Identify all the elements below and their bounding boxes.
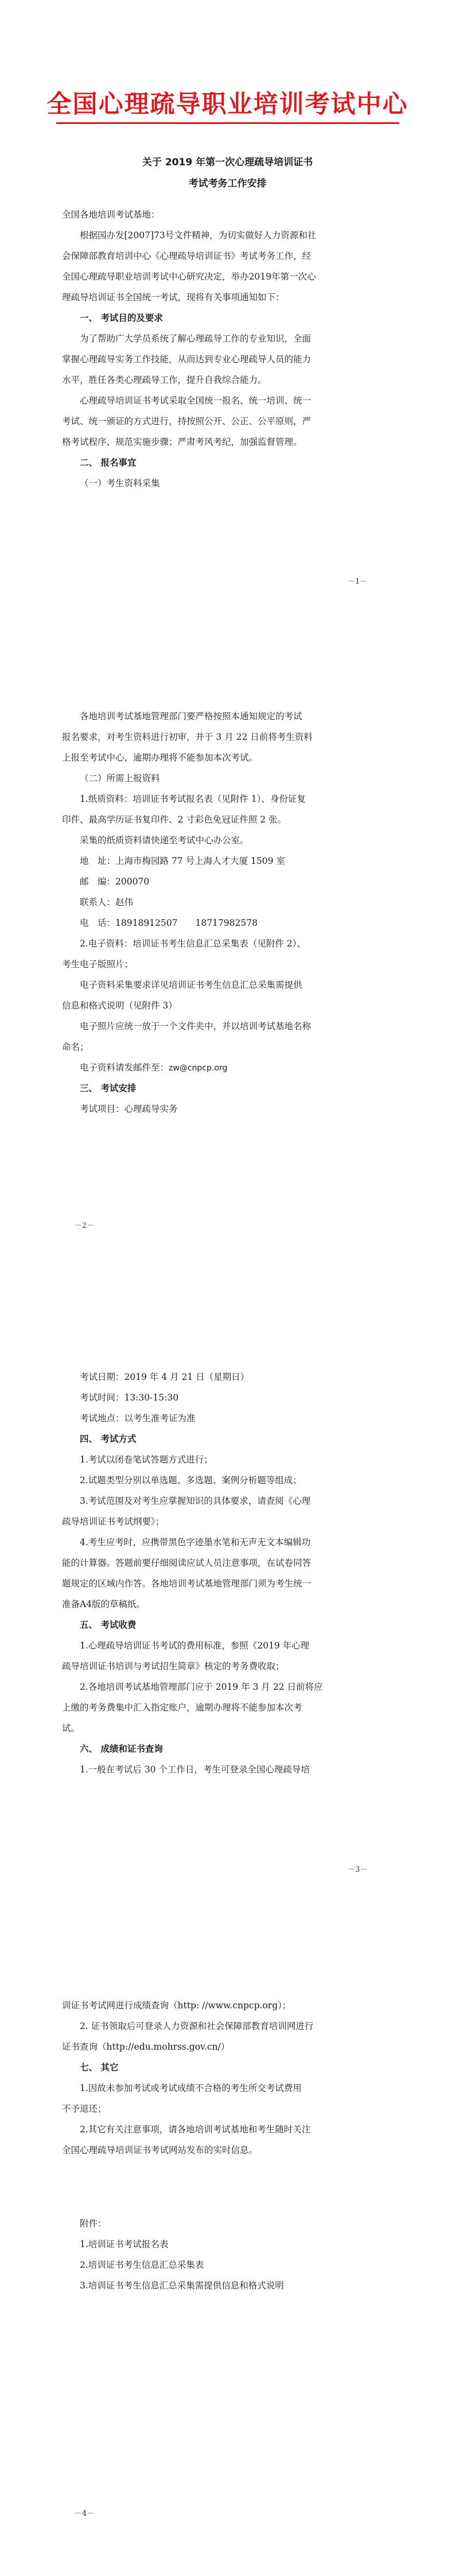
address-row — [62, 855, 393, 867]
email-link[interactable]: zw@cnpcp.org — [169, 1064, 228, 1073]
salutation: 全国各地培训考试基地： — [62, 210, 160, 220]
paragraph-line: 报名要求，对考生资料进行初审，并于 3 月 22 日前将考生资料 — [62, 732, 313, 742]
list-item-line: 2. 证书领取后可登录人力资源和社会保障部教育培训网进行 — [80, 2021, 314, 2031]
list-item-line: 证书查询（http://edu.mohrss.gov.cn/） — [62, 2042, 230, 2052]
list-item-line: 电子照片应统一放于一个文件夹中，并以培训考试基地名称 — [80, 1021, 312, 1031]
list-item-line: 印件、最高学历证书复印件、2 寸彩色免冠证件照 2 张。 — [62, 814, 287, 825]
attachments-label: 附件： — [80, 2218, 107, 2229]
list-item-line: 不予退还； — [62, 2104, 107, 2114]
exam-date: 考试日期：2019 年 4 月 21 日（星期日） — [80, 1372, 250, 1382]
document-title-line-1: 关于 2019 年第一次心理疏导培训证书 — [142, 157, 313, 168]
phone-label: 电 话： — [80, 918, 116, 928]
list-item-line: 准备A4版的草稿纸。 — [62, 1599, 146, 1609]
phone-value: 18918912507 18717982578 — [115, 918, 258, 928]
section-1-paragraph-line: 考试、统一颁证的方式进行，持按照公开、公正、公平原则，严 — [62, 416, 312, 426]
section-2-heading: 二、 报名事宜 — [80, 457, 137, 468]
section-1-paragraph-line: 水平，胜任各类心理疏导工作，提升自我综合能力。 — [62, 375, 267, 385]
section-3-heading: 三、 考试安排 — [80, 1083, 137, 1093]
attachment-item: 3.培训证书考生信息汇总采集需提供信息和格式说明 — [80, 2280, 284, 2291]
list-item-line: 题规定的区域内作答。各地培训考试基地管理部门须为考生统一 — [62, 1578, 312, 1589]
list-item-line: 2.试题类型分别以单选题、多选题、案例分析题等组成； — [80, 1475, 302, 1485]
section-5-heading: 五、 考试收费 — [80, 1620, 137, 1630]
exam-item: 考试项目：心理疏导实务 — [80, 1104, 178, 1114]
page-number: －1－ — [348, 577, 368, 586]
list-item-line: 训证书考试网进行成绩查询（http: //www.cnpcp.org）； — [62, 2000, 291, 2011]
page-number: －2－ — [75, 1221, 95, 1230]
page-4 — [0, 1932, 455, 2576]
paragraph-line: 各地培训考试基地管理部门要严格按照本通知规定的考试 — [80, 711, 302, 721]
list-item-line: 2.各地培训考试基地管理部门应于 2019 年 3 月 22 日前将应 — [80, 1682, 323, 1692]
intro-line: 全国心理疏导职业培训考试中心研究决定，举办2019年第一次心 — [62, 271, 316, 282]
contact-value: 赵伟 — [115, 897, 134, 907]
page-3 — [0, 1288, 455, 1932]
list-item-line: 信息和格式说明（见附件 3） — [62, 1000, 177, 1011]
contact-label: 联系人： — [80, 897, 116, 907]
list-item-line: 疏导培训证书培训与考试招生简章》核定的考务费收取； — [62, 1661, 285, 1671]
list-item-line: 全国心理疏导培训证书考试网站发布的实时信息。 — [62, 2145, 258, 2155]
intro-line: 会保障部教育培训中心《心理疏导培训证书》考试考务工作，经 — [62, 251, 312, 261]
org-header-title: 全国心理疏导职业培训考试中心 — [46, 90, 409, 119]
attachment-item: 2.培训证书考生信息汇总采集表 — [80, 2260, 204, 2270]
list-item-line: 1.一般在考试后 30 个工作日，考生可登录全国心理疏导培 — [80, 1764, 310, 1775]
list-item-line: 上缴的考务费集中汇入指定账户，逾期办理将不能参加本次考 — [62, 1702, 302, 1713]
section-1-paragraph-line: 为了帮助广大学员系统了解心理疏导工作的专业知识，全面 — [80, 333, 312, 344]
section-1-paragraph-line: 格考试程序、规范实施步骤；严肃考风考纪，加强监督管理。 — [62, 437, 302, 447]
exam-time: 考试时间：13:30-15:30 — [80, 1392, 179, 1403]
email-row — [62, 1062, 393, 1074]
list-item-line: 命名； — [62, 1042, 89, 1052]
list-item-line: 2.电子资料：培训证书考生信息汇总采集表（见附件 2）、 — [80, 938, 306, 949]
phone-row — [62, 917, 393, 929]
page-1 — [0, 0, 455, 644]
section-6-heading: 六、 成绩和证书查询 — [80, 1744, 163, 1754]
list-item-line: 采集的纸质资料请快递至考试中心办公室。 — [80, 835, 249, 845]
list-item-line: 1.心理疏导培训证书考试的费用标准，参照《2019 年心理 — [80, 1640, 310, 1651]
zip-label: 邮 编： — [80, 876, 116, 887]
list-item-line: 考生电子版照片； — [62, 959, 134, 969]
page-2 — [0, 644, 455, 1288]
zip-row — [62, 876, 393, 887]
page-number: －4－ — [75, 2509, 95, 2518]
email-label: 电子资料请发邮件至： — [80, 1062, 169, 1073]
list-item-line: 疏导培训证书考试纲要》； — [62, 1516, 165, 1527]
paragraph-line: 上报至考试中心，逾期办理将不能参加本次考试。 — [62, 752, 258, 763]
section-4-heading: 四、 考试方式 — [80, 1434, 137, 1444]
section-1-paragraph-line: 心理疏导培训证书考试采取全国统一报名、统一培训、统一 — [80, 395, 312, 406]
address-value: 上海市梅园路 77 号上海人才大厦 1509 室 — [115, 856, 285, 866]
list-item-line: 3.考试范围及对考生应掌握知识的具体要求，请查阅《心理 — [80, 1496, 311, 1506]
list-item-line: 试。 — [62, 1723, 80, 1733]
section-1-heading: 一、 考试目的及要求 — [80, 313, 163, 323]
zip-value: 200070 — [115, 876, 150, 887]
list-item-line: 1.考试以闭卷笔试答题方式进行； — [80, 1454, 213, 1465]
intro-line: 理疏导培训证书全国统一考试，现将有关事项通知如下： — [62, 292, 285, 302]
list-item-line: 2.其它有关注意事项，请各地培训考试基地和考生随时关注 — [80, 2124, 311, 2135]
list-item-line: 4.考生应考时，应携带黑色字迹墨水笔和无声无文本编辑功 — [80, 1537, 311, 1547]
exam-place: 考试地点：以考生准考证为准 — [80, 1413, 196, 1423]
address-label: 地 址： — [80, 856, 116, 866]
document-title-line-2: 考试考务工作安排 — [188, 178, 267, 189]
section-7-heading: 七、 其它 — [80, 2062, 119, 2073]
subheading: （二）所需上报资料 — [80, 773, 160, 783]
contact-row — [62, 897, 393, 908]
page-number: －3－ — [348, 1865, 368, 1874]
list-item-line: 能的计算器。答题前要仔细阅读应试人员注意事项，在试卷同答 — [62, 1558, 312, 1568]
list-item-line: 电子资料采集要求详见培训证书考生信息汇总采集需提供 — [80, 980, 302, 990]
attachment-item: 1.培训证书考试报名表 — [80, 2239, 169, 2249]
list-item-line: 1.因故未参加考试或考试成绩不合格的考生所交考试费用 — [80, 2083, 302, 2093]
header-red-rule — [56, 122, 399, 124]
intro-line: 根据国办发[2007]73号文件精神，为切实做好人力资源和社 — [80, 230, 317, 240]
section-1-paragraph-line: 掌握心理疏导实务工作技能，从而达到专业心理疏导人员的能力 — [62, 354, 312, 364]
list-item-line: 1.纸质资料：培训证书考试报名表（见附件 1）、身份证复 — [80, 794, 306, 804]
section-2-subheading: （一）考生资料采集 — [80, 478, 160, 488]
